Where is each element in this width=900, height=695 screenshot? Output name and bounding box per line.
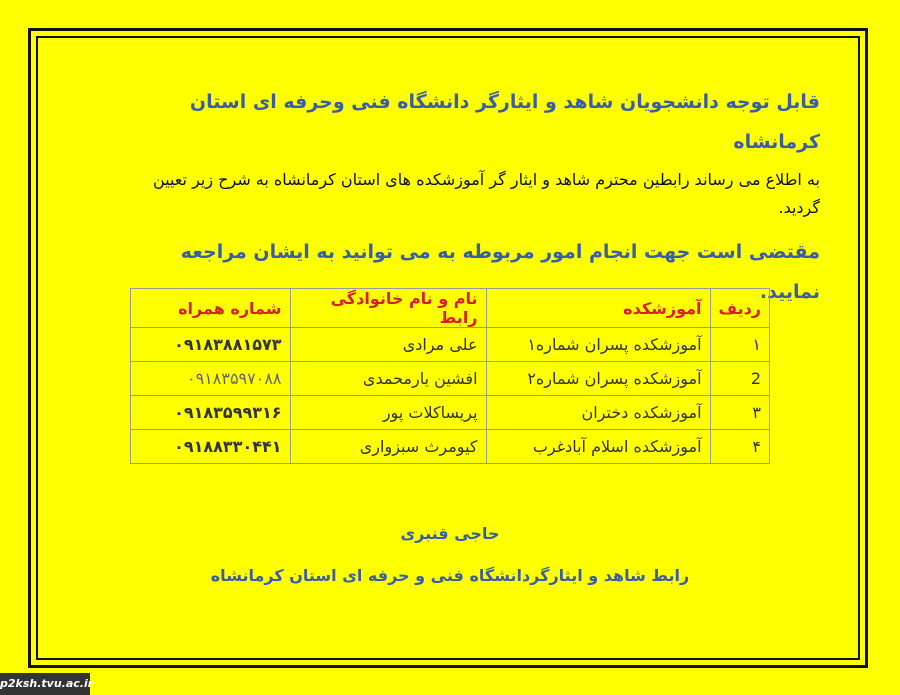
table-row	[131, 362, 770, 396]
header-name: نام و نام خانوادگی رابط	[290, 289, 486, 328]
cell-name: کیومرث سبزواری	[290, 430, 486, 464]
notice-content	[120, 82, 820, 312]
cell-name: افشین یارمحمدی	[290, 362, 486, 396]
cell-radif: ۱	[710, 328, 769, 362]
notice-body: به اطلاع می رساند رابطین محترم شاهد و ایثار گر آموزشکده های استان کرمانشاه به شرح زیر تعیین گردید.	[152, 170, 820, 217]
signature-name: حاجی قنبری	[400, 524, 500, 543]
cell-radif: ۴	[710, 430, 769, 464]
cell-school: آموزشکده دختران	[486, 396, 710, 430]
cell-name: علی مرادی	[290, 328, 486, 362]
cell-phone: ۰۹۱۸۳۸۸۱۵۷۳	[131, 328, 291, 362]
header-phone: شماره همراه	[131, 289, 291, 328]
contacts-table	[130, 288, 770, 464]
cell-school: آموزشکده پسران شماره۱	[486, 328, 710, 362]
header-school: آموزشکده	[486, 289, 710, 328]
cell-phone: ۰۹۱۸۳۵۹۹۳۱۶	[131, 396, 291, 430]
table-row	[131, 430, 770, 464]
table-header-row	[131, 289, 770, 328]
notice-heading: قابل توجه دانشجویان شاهد و ایثارگر دانشگاه فنی وحرفه ای استان کرمانشاه	[189, 91, 820, 153]
cell-school: آموزشکده پسران شماره۲	[486, 362, 710, 396]
cell-school: آموزشکده اسلام آبادغرب	[486, 430, 710, 464]
table-row	[131, 396, 770, 430]
site-watermark: p2ksh.tvu.ac.ir	[0, 673, 90, 695]
notice-instruction: مقتضی است جهت انجام امور مربوطه به می توانید به ایشان مراجعه نمایید.	[180, 241, 820, 303]
signature-title: رابط شاهد و ایثارگردانشگاه فنی و حرفه ای استان کرمانشاه	[210, 566, 690, 585]
cell-phone: ۰۹۱۸۳۵۹۷۰۸۸	[131, 362, 291, 396]
cell-phone: ۰۹۱۸۸۳۳۰۴۴۱	[131, 430, 291, 464]
cell-name: پریساکلات پور	[290, 396, 486, 430]
table-row	[131, 328, 770, 362]
cell-radif: ۳	[710, 396, 769, 430]
header-radif: ردیف	[710, 289, 769, 328]
cell-radif: 2	[710, 362, 769, 396]
